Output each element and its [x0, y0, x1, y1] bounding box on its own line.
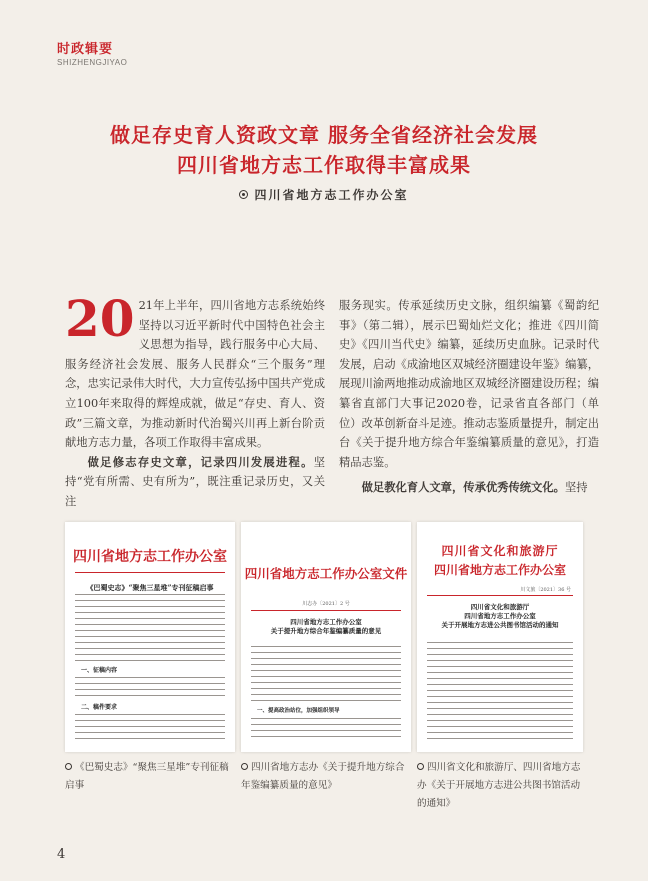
bullet-icon: [239, 190, 248, 199]
doc2-red-rule: [251, 610, 401, 611]
doc1-body-text-2: [75, 675, 225, 699]
doc3-title-3: 关于开展地方志进公共图书馆活动的通知: [441, 621, 559, 629]
doc3-doc-number: 川文旅〔2021〕36 号: [520, 587, 571, 593]
doc1-section-2: 二、稿件要求: [81, 704, 118, 711]
doc2-title-1: 四川省地方志工作办公室: [290, 618, 362, 626]
caption-3: [417, 759, 587, 813]
doc2-body-text-2: [251, 716, 401, 740]
caption-bullet-icon: [241, 763, 248, 770]
doc3-title-1: 四川省文化和旅游厅: [470, 603, 530, 611]
doc3-org-header-2: 四川省地方志工作办公室: [433, 563, 566, 577]
dropcap: 20: [65, 289, 135, 348]
document-image-3: [417, 522, 583, 752]
doc1-org-header: 四川省地方志工作办公室: [73, 549, 227, 565]
doc3-red-rule: [427, 595, 573, 596]
paragraph-2-start: [65, 453, 325, 508]
byline-text: 四川省地方志工作办公室: [254, 188, 409, 202]
caption-1-text: 《巴蜀史志》“聚焦三星堆”专刊征稿启事: [65, 762, 229, 791]
doc1-body-text-3: [75, 712, 225, 744]
caption-1: [65, 759, 237, 795]
paragraph-3-body: 坚持: [564, 481, 588, 495]
body-column-right: [339, 296, 599, 498]
document-image-2: [241, 522, 411, 752]
doc3-org-header-1: 四川省文化和旅游厅: [441, 544, 559, 558]
doc2-title-2: 关于提升地方综合年鉴编纂质量的意见: [270, 627, 382, 635]
caption-2-text: 四川省地方志办《关于提升地方综合年鉴编纂质量的意见》: [241, 762, 405, 791]
caption-3-text: 四川省文化和旅游厅、四川省地方志办《关于开展地方志进公共图书馆活动的通知》: [417, 762, 581, 809]
section-category-pinyin: SHIZHENGJIYAO: [57, 58, 128, 67]
body-column-left: [65, 289, 325, 508]
paragraph-2-body-part: 坚持“党有所需、史有所为”，既注重记录历史，又关注: [65, 455, 325, 508]
paragraph-3: [339, 478, 599, 498]
paragraph-3-lead: 做足教化育人文章，传承优秀传统文化。: [361, 480, 565, 495]
paragraph-2-body: 服务现实。传承延续历史文脉，组织编纂《蜀韵纪事》（第二辑），展示巴蜀灿烂文化；推进《四川简史》《四川当代史》编纂，延续历史血脉。记录时代发展，启动《成渝地区双城经济圈建设年鉴》编纂，展现川渝两地推动成渝地区双城经济圈建设历程；编纂省直部门大事记2020卷，记录省直各部门（单位）改革创新奋斗足迹。推动志鉴质量提升，制定出台《关于提升地方综合年鉴编纂质量的意见》，打造精品志鉴。: [339, 299, 599, 469]
doc2-section-1: 一、提高政治站位，加强组织领导: [257, 708, 340, 714]
section-header: [57, 38, 127, 67]
doc1-notice-title: 《巴蜀史志》“聚焦三星堆”专刊征稿启事: [86, 583, 214, 592]
doc1-red-rule: [75, 572, 225, 573]
section-category: 时政辑要: [57, 42, 114, 57]
doc3-body-text: [427, 640, 573, 744]
caption-bullet-icon: [417, 763, 424, 770]
paragraph-2-lead: 做足修志存史文章，记录四川发展进程。: [87, 454, 314, 469]
doc1-section-1: 一、征稿内容: [81, 667, 118, 674]
title-line-1: 做足存史育人资政文章 服务全省经济社会发展: [110, 123, 538, 147]
page-number: 4: [57, 847, 66, 862]
byline: [0, 186, 648, 203]
title-line-2: 四川省地方志工作取得丰富成果: [177, 153, 471, 177]
paragraph-intro: 21年上半年，四川省地方志系统始终坚持以习近平新时代中国特色社会主义思想为指导，践行服务中心大局、服务经济社会发展、服务人民群众“三个服务”理念，忠实记录伟大时代，大力宣传弘扬中国共产党成立100年来取得的辉煌成就，做足“存史、育人、资政”三篇文章，为推动新时代治蜀兴川再上新台阶贡献地方志力量，各项工作取得丰富成果。: [65, 299, 325, 450]
caption-2: [241, 759, 413, 795]
doc1-body-text: [75, 592, 225, 662]
doc2-doc-number: 川志办〔2021〕2 号: [302, 601, 350, 607]
document-image-1: [65, 522, 235, 752]
article-title: [0, 120, 648, 180]
caption-bullet-icon: [65, 763, 72, 770]
doc2-body-text: [251, 644, 401, 702]
doc2-org-header: 四川省地方志工作办公室文件: [244, 566, 408, 581]
doc3-title-2: 四川省地方志工作办公室: [464, 612, 536, 620]
